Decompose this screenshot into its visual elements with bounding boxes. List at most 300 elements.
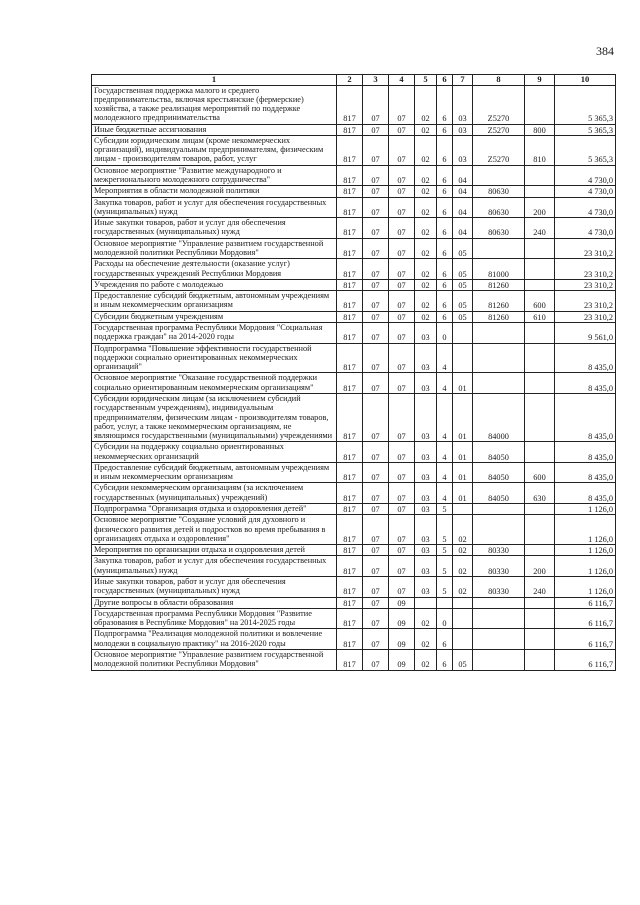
section-cell: 07: [363, 186, 389, 197]
program-cell: 02: [415, 629, 437, 650]
grbs-cell: 817: [337, 483, 363, 504]
subsection-cell: 09: [389, 649, 415, 670]
grbs-cell: 817: [337, 343, 363, 373]
table-row: [92, 322, 616, 343]
grbs-cell: 817: [337, 218, 363, 239]
direction-cell: [473, 608, 525, 629]
name-cell: Закупка товаров, работ и услуг для обеспечения государственных (муниципальных) нужд: [92, 556, 337, 577]
header-row: [92, 75, 616, 86]
amount-cell: 23 310,2: [555, 238, 616, 259]
section-cell: 07: [363, 124, 389, 135]
direction-cell: 80330: [473, 577, 525, 598]
amount-cell: 23 310,2: [555, 259, 616, 280]
table-row: [92, 597, 616, 608]
grbs-cell: 817: [337, 135, 363, 165]
program-cell: 02: [415, 291, 437, 312]
table-row: [92, 556, 616, 577]
grbs-cell: 817: [337, 373, 363, 394]
activity-cell: 03: [453, 135, 473, 165]
name-cell: Субсидии юридическим лицам (за исключением субсидий государственным учреждениям), индивидуальным предпринимателям, физическим лицам - производителям товаров, работ, услуг, а также некоммерческим организациям, не являющимся государственными (муниципальными) учреждениями: [92, 393, 337, 441]
subsection-cell: 07: [389, 556, 415, 577]
expense-type-cell: 810: [525, 135, 555, 165]
amount-cell: 1 126,0: [555, 504, 616, 515]
table-row: [92, 197, 616, 218]
subsection-cell: 07: [389, 343, 415, 373]
section-cell: 07: [363, 165, 389, 186]
activity-cell: 05: [453, 279, 473, 290]
name-cell: Государственная поддержка малого и среднего предпринимательства, включая крестьянские (фермерские) хозяйства, а также реализация мероприятий по поддержке молодежного предпринимательства: [92, 85, 337, 124]
subprogram-cell: 5: [437, 556, 453, 577]
name-cell: Иные закупки товаров, работ и услуг для обеспечения государственных (муниципальных) нужд: [92, 218, 337, 239]
table-row: [92, 373, 616, 394]
subsection-cell: 09: [389, 608, 415, 629]
header-cell-subsection: 4: [389, 75, 415, 86]
amount-cell: 5 365,3: [555, 85, 616, 124]
table-row: [92, 218, 616, 239]
name-cell: Расходы на обеспечение деятельности (оказание услуг) государственных учреждений Республики Мордовия: [92, 259, 337, 280]
amount-cell: 9 561,0: [555, 322, 616, 343]
subprogram-cell: 4: [437, 343, 453, 373]
budget-table: [91, 74, 616, 671]
subprogram-cell: 6: [437, 186, 453, 197]
direction-cell: [473, 649, 525, 670]
section-cell: 07: [363, 311, 389, 322]
activity-cell: 03: [453, 85, 473, 124]
grbs-cell: 817: [337, 279, 363, 290]
direction-cell: 84050: [473, 442, 525, 463]
activity-cell: 02: [453, 577, 473, 598]
header-cell-program: 5: [415, 75, 437, 86]
subprogram-cell: 5: [437, 504, 453, 515]
amount-cell: 1 126,0: [555, 556, 616, 577]
amount-cell: 4 730,0: [555, 165, 616, 186]
section-cell: 07: [363, 515, 389, 545]
subsection-cell: 07: [389, 462, 415, 483]
table-row: [92, 504, 616, 515]
section-cell: 07: [363, 279, 389, 290]
activity-cell: 05: [453, 291, 473, 312]
subprogram-cell: 6: [437, 218, 453, 239]
table-row: [92, 186, 616, 197]
subprogram-cell: 6: [437, 197, 453, 218]
subprogram-cell: 4: [437, 462, 453, 483]
section-cell: 07: [363, 556, 389, 577]
activity-cell: 01: [453, 462, 473, 483]
subprogram-cell: 6: [437, 311, 453, 322]
name-cell: Подпрограмма "Организация отдыха и оздоровления детей": [92, 504, 337, 515]
program-cell: 02: [415, 238, 437, 259]
amount-cell: 23 310,2: [555, 291, 616, 312]
section-cell: 07: [363, 649, 389, 670]
expense-type-cell: [525, 238, 555, 259]
expense-type-cell: 600: [525, 462, 555, 483]
direction-cell: 81260: [473, 311, 525, 322]
table-row: [92, 608, 616, 629]
expense-type-cell: 630: [525, 483, 555, 504]
grbs-cell: 817: [337, 504, 363, 515]
amount-cell: 6 116,7: [555, 597, 616, 608]
amount-cell: 6 116,7: [555, 608, 616, 629]
name-cell: Основное мероприятие "Управление развитием государственной молодежной политики Республики Мордовия": [92, 649, 337, 670]
grbs-cell: 817: [337, 608, 363, 629]
table-row: [92, 165, 616, 186]
section-cell: 07: [363, 218, 389, 239]
header-cell-direction: 8: [473, 75, 525, 86]
page-number: 384: [596, 44, 614, 58]
subprogram-cell: 6: [437, 85, 453, 124]
section-cell: 07: [363, 608, 389, 629]
program-cell: 02: [415, 311, 437, 322]
section-cell: 07: [363, 343, 389, 373]
table-row: [92, 462, 616, 483]
amount-cell: 8 435,0: [555, 442, 616, 463]
expense-type-cell: [525, 85, 555, 124]
table-row: [92, 649, 616, 670]
section-cell: 07: [363, 291, 389, 312]
name-cell: Субсидии на поддержку социально ориентированных некоммерческих организаций: [92, 442, 337, 463]
activity-cell: 03: [453, 124, 473, 135]
subprogram-cell: 6: [437, 259, 453, 280]
program-cell: 02: [415, 135, 437, 165]
grbs-cell: 817: [337, 556, 363, 577]
activity-cell: 04: [453, 218, 473, 239]
amount-cell: 1 126,0: [555, 577, 616, 598]
activity-cell: 05: [453, 238, 473, 259]
subsection-cell: 07: [389, 186, 415, 197]
program-cell: 03: [415, 515, 437, 545]
name-cell: Основное мероприятие "Управление развитием государственной молодежной политики Республики Мордовия": [92, 238, 337, 259]
activity-cell: 02: [453, 545, 473, 556]
table-row: [92, 343, 616, 373]
table-row: [92, 483, 616, 504]
subsection-cell: 07: [389, 279, 415, 290]
header-cell-expense-type: 9: [525, 75, 555, 86]
name-cell: Основное мероприятие "Оказание государственной поддержки социально ориентированным некоммерческим организациям": [92, 373, 337, 394]
subprogram-cell: 5: [437, 515, 453, 545]
direction-cell: [473, 629, 525, 650]
subprogram-cell: 6: [437, 629, 453, 650]
header-cell-amount: 10: [555, 75, 616, 86]
amount-cell: 6 116,7: [555, 629, 616, 650]
program-cell: [415, 597, 437, 608]
expense-type-cell: [525, 597, 555, 608]
direction-cell: 80630: [473, 197, 525, 218]
subsection-cell: 07: [389, 322, 415, 343]
grbs-cell: 817: [337, 545, 363, 556]
activity-cell: 05: [453, 311, 473, 322]
subsection-cell: 07: [389, 197, 415, 218]
direction-cell: 84050: [473, 483, 525, 504]
subprogram-cell: 6: [437, 124, 453, 135]
program-cell: 03: [415, 483, 437, 504]
name-cell: Основное мероприятие "Развитие международного и межрегионального молодежного сотрудничества": [92, 165, 337, 186]
activity-cell: 04: [453, 197, 473, 218]
table-row: [92, 515, 616, 545]
table-row: [92, 545, 616, 556]
table-row: [92, 577, 616, 598]
direction-cell: [473, 343, 525, 373]
amount-cell: 8 435,0: [555, 343, 616, 373]
direction-cell: [473, 515, 525, 545]
program-cell: 02: [415, 608, 437, 629]
name-cell: Основное мероприятие "Создание условий для духовного и физического развития детей и подростков во время пребывания в организациях отдыха и оздоровления": [92, 515, 337, 545]
subsection-cell: 07: [389, 577, 415, 598]
name-cell: Мероприятия в области молодежной политики: [92, 186, 337, 197]
subprogram-cell: 4: [437, 442, 453, 463]
expense-type-cell: [525, 515, 555, 545]
section-cell: 07: [363, 504, 389, 515]
grbs-cell: 817: [337, 259, 363, 280]
activity-cell: [453, 629, 473, 650]
subsection-cell: 07: [389, 85, 415, 124]
expense-type-cell: [525, 373, 555, 394]
name-cell: Субсидии юридическим лицам (кроме некоммерческих организаций), индивидуальным предпринимателям, физическим лицам - производителям товаров, работ, услуг: [92, 135, 337, 165]
program-cell: 02: [415, 124, 437, 135]
expense-type-cell: [525, 186, 555, 197]
direction-cell: [473, 322, 525, 343]
grbs-cell: 817: [337, 291, 363, 312]
expense-type-cell: [525, 608, 555, 629]
direction-cell: 81260: [473, 279, 525, 290]
expense-type-cell: [525, 442, 555, 463]
section-cell: 07: [363, 197, 389, 218]
expense-type-cell: 800: [525, 124, 555, 135]
activity-cell: [453, 597, 473, 608]
table-row: [92, 291, 616, 312]
table-body: [92, 85, 616, 670]
subsection-cell: 07: [389, 373, 415, 394]
program-cell: 02: [415, 165, 437, 186]
section-cell: 07: [363, 238, 389, 259]
expense-type-cell: [525, 545, 555, 556]
name-cell: Подпрограмма "Повышение эффективности государственной поддержки социально ориентированных некоммерческих организаций": [92, 343, 337, 373]
subprogram-cell: 6: [437, 135, 453, 165]
grbs-cell: 817: [337, 197, 363, 218]
subsection-cell: 09: [389, 629, 415, 650]
header-cell-section: 3: [363, 75, 389, 86]
header-cell-grbs: 2: [337, 75, 363, 86]
section-cell: 07: [363, 462, 389, 483]
section-cell: 07: [363, 629, 389, 650]
activity-cell: 01: [453, 393, 473, 441]
grbs-cell: 817: [337, 186, 363, 197]
program-cell: 02: [415, 649, 437, 670]
expense-type-cell: 240: [525, 577, 555, 598]
subsection-cell: 07: [389, 504, 415, 515]
subsection-cell: 07: [389, 124, 415, 135]
subsection-cell: 07: [389, 442, 415, 463]
amount-cell: 23 310,2: [555, 279, 616, 290]
subsection-cell: 07: [389, 393, 415, 441]
section-cell: 07: [363, 483, 389, 504]
expense-type-cell: 240: [525, 218, 555, 239]
table-row: [92, 135, 616, 165]
expense-type-cell: [525, 279, 555, 290]
subsection-cell: 07: [389, 311, 415, 322]
expense-type-cell: [525, 649, 555, 670]
name-cell: Государственная программа Республики Мордовия "Развитие образования в Республике Мордовия" на 2014-2025 годы: [92, 608, 337, 629]
subprogram-cell: 4: [437, 373, 453, 394]
activity-cell: 01: [453, 483, 473, 504]
expense-type-cell: 200: [525, 197, 555, 218]
subprogram-cell: 5: [437, 545, 453, 556]
section-cell: 07: [363, 373, 389, 394]
program-cell: 03: [415, 343, 437, 373]
grbs-cell: 817: [337, 629, 363, 650]
direction-cell: [473, 597, 525, 608]
amount-cell: 5 365,3: [555, 124, 616, 135]
direction-cell: 80330: [473, 556, 525, 577]
header-cell-subprogram: 6: [437, 75, 453, 86]
section-cell: 07: [363, 597, 389, 608]
name-cell: Иные закупки товаров, работ и услуг для обеспечения государственных (муниципальных) нужд: [92, 577, 337, 598]
program-cell: 03: [415, 504, 437, 515]
grbs-cell: 817: [337, 393, 363, 441]
expense-type-cell: 600: [525, 291, 555, 312]
subsection-cell: 07: [389, 515, 415, 545]
program-cell: 02: [415, 259, 437, 280]
name-cell: Мероприятия по организации отдыха и оздоровления детей: [92, 545, 337, 556]
activity-cell: 05: [453, 649, 473, 670]
program-cell: 03: [415, 462, 437, 483]
direction-cell: 80630: [473, 218, 525, 239]
direction-cell: 80330: [473, 545, 525, 556]
subprogram-cell: 6: [437, 291, 453, 312]
grbs-cell: 817: [337, 515, 363, 545]
direction-cell: [473, 373, 525, 394]
program-cell: 03: [415, 373, 437, 394]
header-cell-name: 1: [92, 75, 337, 86]
subprogram-cell: 0: [437, 322, 453, 343]
program-cell: 02: [415, 186, 437, 197]
direction-cell: Z5270: [473, 135, 525, 165]
section-cell: 07: [363, 322, 389, 343]
expense-type-cell: [525, 165, 555, 186]
subprogram-cell: 5: [437, 577, 453, 598]
amount-cell: 6 116,7: [555, 649, 616, 670]
name-cell: Предоставление субсидий бюджетным, автономным учреждениям и иным некоммерческим организациям: [92, 462, 337, 483]
program-cell: 02: [415, 279, 437, 290]
grbs-cell: 817: [337, 577, 363, 598]
activity-cell: 04: [453, 165, 473, 186]
amount-cell: 4 730,0: [555, 186, 616, 197]
table-row: [92, 629, 616, 650]
program-cell: 03: [415, 577, 437, 598]
section-cell: 07: [363, 85, 389, 124]
direction-cell: Z5270: [473, 124, 525, 135]
subprogram-cell: 6: [437, 649, 453, 670]
name-cell: Предоставление субсидий бюджетным, автономным учреждениям и иным некоммерческим организациям: [92, 291, 337, 312]
activity-cell: 02: [453, 515, 473, 545]
name-cell: Закупка товаров, работ и услуг для обеспечения государственных (муниципальных) нужд: [92, 197, 337, 218]
direction-cell: 84050: [473, 462, 525, 483]
name-cell: Субсидии некоммерческим организациям (за исключением государственных (муниципальных) учреждений): [92, 483, 337, 504]
amount-cell: 23 310,2: [555, 311, 616, 322]
subprogram-cell: 4: [437, 483, 453, 504]
program-cell: 03: [415, 393, 437, 441]
table-row: [92, 124, 616, 135]
direction-cell: 81000: [473, 259, 525, 280]
direction-cell: [473, 238, 525, 259]
grbs-cell: 817: [337, 311, 363, 322]
activity-cell: 04: [453, 186, 473, 197]
grbs-cell: 817: [337, 322, 363, 343]
direction-cell: [473, 165, 525, 186]
activity-cell: [453, 343, 473, 373]
subprogram-cell: 6: [437, 238, 453, 259]
name-cell: Учреждения по работе с молодежью: [92, 279, 337, 290]
subsection-cell: 07: [389, 218, 415, 239]
direction-cell: [473, 504, 525, 515]
table-row: [92, 259, 616, 280]
amount-cell: 4 730,0: [555, 197, 616, 218]
table-row: [92, 85, 616, 124]
expense-type-cell: 200: [525, 556, 555, 577]
subsection-cell: 07: [389, 259, 415, 280]
grbs-cell: 817: [337, 597, 363, 608]
grbs-cell: 817: [337, 442, 363, 463]
amount-cell: 8 435,0: [555, 462, 616, 483]
subprogram-cell: 6: [437, 279, 453, 290]
header-cell-activity: 7: [453, 75, 473, 86]
section-cell: 07: [363, 442, 389, 463]
amount-cell: 4 730,0: [555, 218, 616, 239]
activity-cell: [453, 608, 473, 629]
name-cell: Подпрограмма "Реализация молодежной политики и вовлечение молодежи в социальную практику" на 2016-2020 годы: [92, 629, 337, 650]
program-cell: 03: [415, 442, 437, 463]
subsection-cell: 07: [389, 165, 415, 186]
expense-type-cell: 610: [525, 311, 555, 322]
amount-cell: 8 435,0: [555, 483, 616, 504]
grbs-cell: 817: [337, 462, 363, 483]
subsection-cell: 07: [389, 135, 415, 165]
direction-cell: 84000: [473, 393, 525, 441]
amount-cell: 1 126,0: [555, 515, 616, 545]
activity-cell: [453, 504, 473, 515]
table-row: [92, 393, 616, 441]
program-cell: 02: [415, 85, 437, 124]
program-cell: 02: [415, 197, 437, 218]
name-cell: Иные бюджетные ассигнования: [92, 124, 337, 135]
activity-cell: 02: [453, 556, 473, 577]
activity-cell: 01: [453, 442, 473, 463]
subsection-cell: 09: [389, 597, 415, 608]
program-cell: 03: [415, 556, 437, 577]
expense-type-cell: [525, 393, 555, 441]
subsection-cell: 07: [389, 238, 415, 259]
section-cell: 07: [363, 259, 389, 280]
direction-cell: 81260: [473, 291, 525, 312]
section-cell: 07: [363, 135, 389, 165]
grbs-cell: 817: [337, 238, 363, 259]
activity-cell: 05: [453, 259, 473, 280]
activity-cell: 01: [453, 373, 473, 394]
amount-cell: 8 435,0: [555, 393, 616, 441]
subsection-cell: 07: [389, 483, 415, 504]
expense-type-cell: [525, 322, 555, 343]
amount-cell: 5 365,3: [555, 135, 616, 165]
table-header: [92, 75, 616, 86]
subprogram-cell: 4: [437, 393, 453, 441]
grbs-cell: 817: [337, 124, 363, 135]
subprogram-cell: 0: [437, 608, 453, 629]
grbs-cell: 817: [337, 165, 363, 186]
subprogram-cell: 6: [437, 165, 453, 186]
program-cell: 03: [415, 545, 437, 556]
table-row: [92, 311, 616, 322]
direction-cell: Z5270: [473, 85, 525, 124]
table-row: [92, 238, 616, 259]
